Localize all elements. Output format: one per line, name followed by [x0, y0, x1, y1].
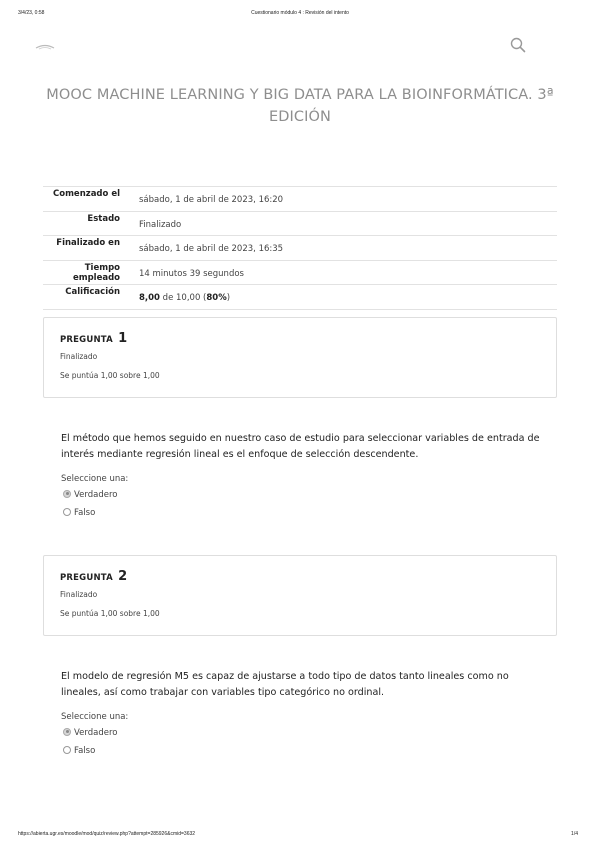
answer-option[interactable]	[63, 745, 95, 757]
question-label: PREGUNTA	[60, 335, 113, 345]
answer-option[interactable]	[63, 727, 117, 739]
answer-prompt: Seleccione una:	[61, 712, 129, 722]
question-state: Finalizado	[60, 352, 98, 361]
radio-checked-icon[interactable]	[63, 490, 71, 498]
summary-value: 14 minutos 39 segundos	[120, 260, 557, 285]
option-label: Falso	[74, 746, 96, 756]
print-header	[0, 10, 600, 18]
question-heading	[60, 569, 127, 584]
question-heading	[60, 331, 127, 346]
answer-prompt: Seleccione una:	[61, 474, 129, 484]
question-info-box	[43, 555, 557, 636]
summary-value: sábado, 1 de abril de 2023, 16:35	[120, 236, 557, 261]
answer-option[interactable]	[63, 489, 117, 501]
question-grade: Se puntúa 1,00 sobre 1,00	[60, 609, 160, 618]
summary-row	[43, 260, 557, 285]
print-url: https://abierta.ugr.es/moodle/mod/quiz/review.php?attempt=285926&cmid=3632	[18, 831, 196, 837]
attempt-summary-table	[43, 186, 557, 310]
summary-row	[43, 236, 557, 261]
grade-end: )	[226, 293, 231, 304]
summary-label: Finalizado en	[43, 236, 120, 261]
summary-row-grade	[43, 285, 557, 310]
summary-label: Estado	[43, 211, 120, 236]
site-logo-icon[interactable]	[34, 40, 56, 52]
question-number: 1	[118, 331, 128, 346]
question-info-box	[43, 317, 557, 398]
summary-row	[43, 211, 557, 236]
summary-row	[43, 187, 557, 212]
summary-label: Tiempo empleado	[43, 260, 120, 285]
answer-option[interactable]	[63, 507, 95, 519]
grade-percent: 80%	[206, 293, 227, 304]
grade-mid: de 10,00 (	[159, 293, 207, 304]
radio-unchecked-icon[interactable]	[63, 746, 71, 754]
question-text: El modelo de regresión M5 es capaz de ajustarse a todo tipo de datos tanto lineales como no lineales, así como trabajar con variables tipo categórico no ordinal.	[61, 671, 509, 698]
radio-unchecked-icon[interactable]	[63, 508, 71, 516]
question-grade: Se puntúa 1,00 sobre 1,00	[60, 371, 160, 380]
question-label: PREGUNTA	[60, 573, 113, 583]
question-number: 2	[118, 569, 128, 584]
print-date: 3/4/23, 0:58	[18, 10, 45, 16]
search-icon[interactable]	[510, 37, 526, 53]
summary-value: sábado, 1 de abril de 2023, 16:20	[120, 187, 557, 212]
page-title: MOOC MACHINE LEARNING Y BIG DATA PARA LA BIOINFORMÁTICA. 3ª EDICIÓN	[46, 87, 554, 125]
option-label: Verdadero	[74, 728, 118, 738]
print-page-number: 1/4	[571, 831, 578, 837]
option-label: Falso	[74, 508, 96, 518]
radio-checked-icon[interactable]	[63, 728, 71, 736]
grade-value	[120, 285, 557, 310]
summary-value: Finalizado	[120, 211, 557, 236]
question-text: El método que hemos seguido en nuestro caso de estudio para seleccionar variables de entrada de interés mediante regresión lineal es el enfoque de selección descendente.	[61, 433, 540, 460]
question-state: Finalizado	[60, 590, 98, 599]
print-footer	[0, 831, 600, 839]
summary-label: Comenzado el	[43, 187, 120, 212]
print-title: Cuestionario módulo 4 : Revisión del intento	[251, 10, 349, 16]
summary-label: Calificación	[43, 285, 120, 310]
grade-score: 8,00	[139, 293, 160, 304]
option-label: Verdadero	[74, 490, 118, 500]
